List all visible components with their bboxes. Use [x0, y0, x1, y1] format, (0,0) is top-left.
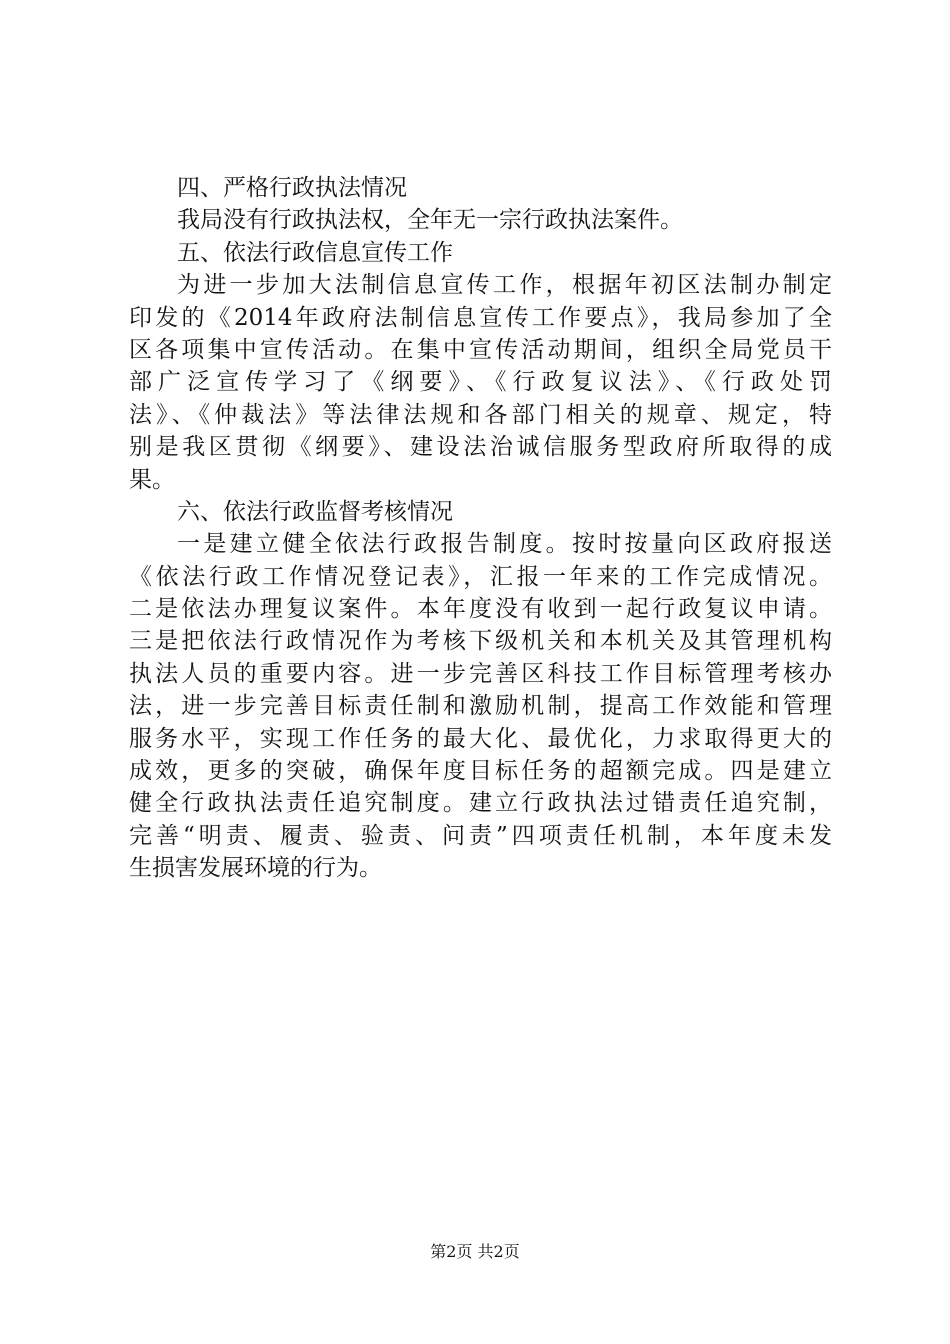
paragraph-line: 法，进一步完善目标责任制和激励机制，提高工作效能和管理 — [129, 693, 832, 720]
paragraph-line: 一是建立健全依法行政报告制度。按时按量向区政府报送 — [177, 531, 832, 558]
paragraph-line: 部广泛宣传学习了《纲要》、《行政复议法》、《行政处罚 — [129, 369, 832, 396]
paragraph-line: 完善“明责、履责、验责、问责”四项责任机制，本年度未发 — [129, 822, 832, 849]
paragraph-line: 为进一步加大法制信息宣传工作，根据年初区法制办制定 — [177, 272, 832, 299]
paragraph-line: 法》、《仲裁法》等法律法规和各部门相关的规章、规定，特 — [129, 401, 832, 428]
paragraph-line: 《依法行政工作情况登记表》，汇报一年来的工作完成情况。 — [129, 563, 832, 590]
section-heading-4: 四、严格行政执法情况 — [177, 175, 407, 201]
paragraph-line: 果。 — [129, 466, 175, 493]
paragraph-line: 服务水平，实现工作任务的最大化、最优化，力求取得更大的 — [129, 725, 832, 752]
paragraph-line: 生损害发展环境的行为。 — [129, 855, 382, 882]
paragraph-line: 成效，更多的突破，确保年度目标任务的超额完成。四是建立 — [129, 758, 832, 785]
document-body — [129, 172, 832, 885]
section-heading-6: 六、依法行政监督考核情况 — [177, 498, 453, 525]
page-footer: 第2页 共2页 — [430, 1242, 520, 1261]
paragraph-line: 二是依法办理复议案件。本年度没有收到一起行政复议申请。 — [129, 596, 832, 623]
paragraph-line: 三是把依法行政情况作为考核下级机关和本机关及其管理机构 — [129, 628, 832, 655]
paragraph-line: 执法人员的重要内容。进一步完善区科技工作目标管理考核办 — [129, 660, 832, 687]
paragraph-line: 我局没有行政执法权，全年无一宗行政执法案件。 — [177, 207, 683, 234]
paragraph-line: 别是我区贯彻《纲要》、建设法治诚信服务型政府所取得的成 — [129, 434, 832, 461]
paragraph-line: 印发的《2014年政府法制信息宣传工作要点》，我局参加了全 — [129, 304, 832, 331]
paragraph-line: 健全行政执法责任追究制度。建立行政执法过错责任追究制， — [129, 790, 832, 817]
paragraph-line: 区各项集中宣传活动。在集中宣传活动期间，组织全局党员干 — [129, 336, 832, 363]
section-heading-5: 五、依法行政信息宣传工作 — [177, 239, 453, 266]
